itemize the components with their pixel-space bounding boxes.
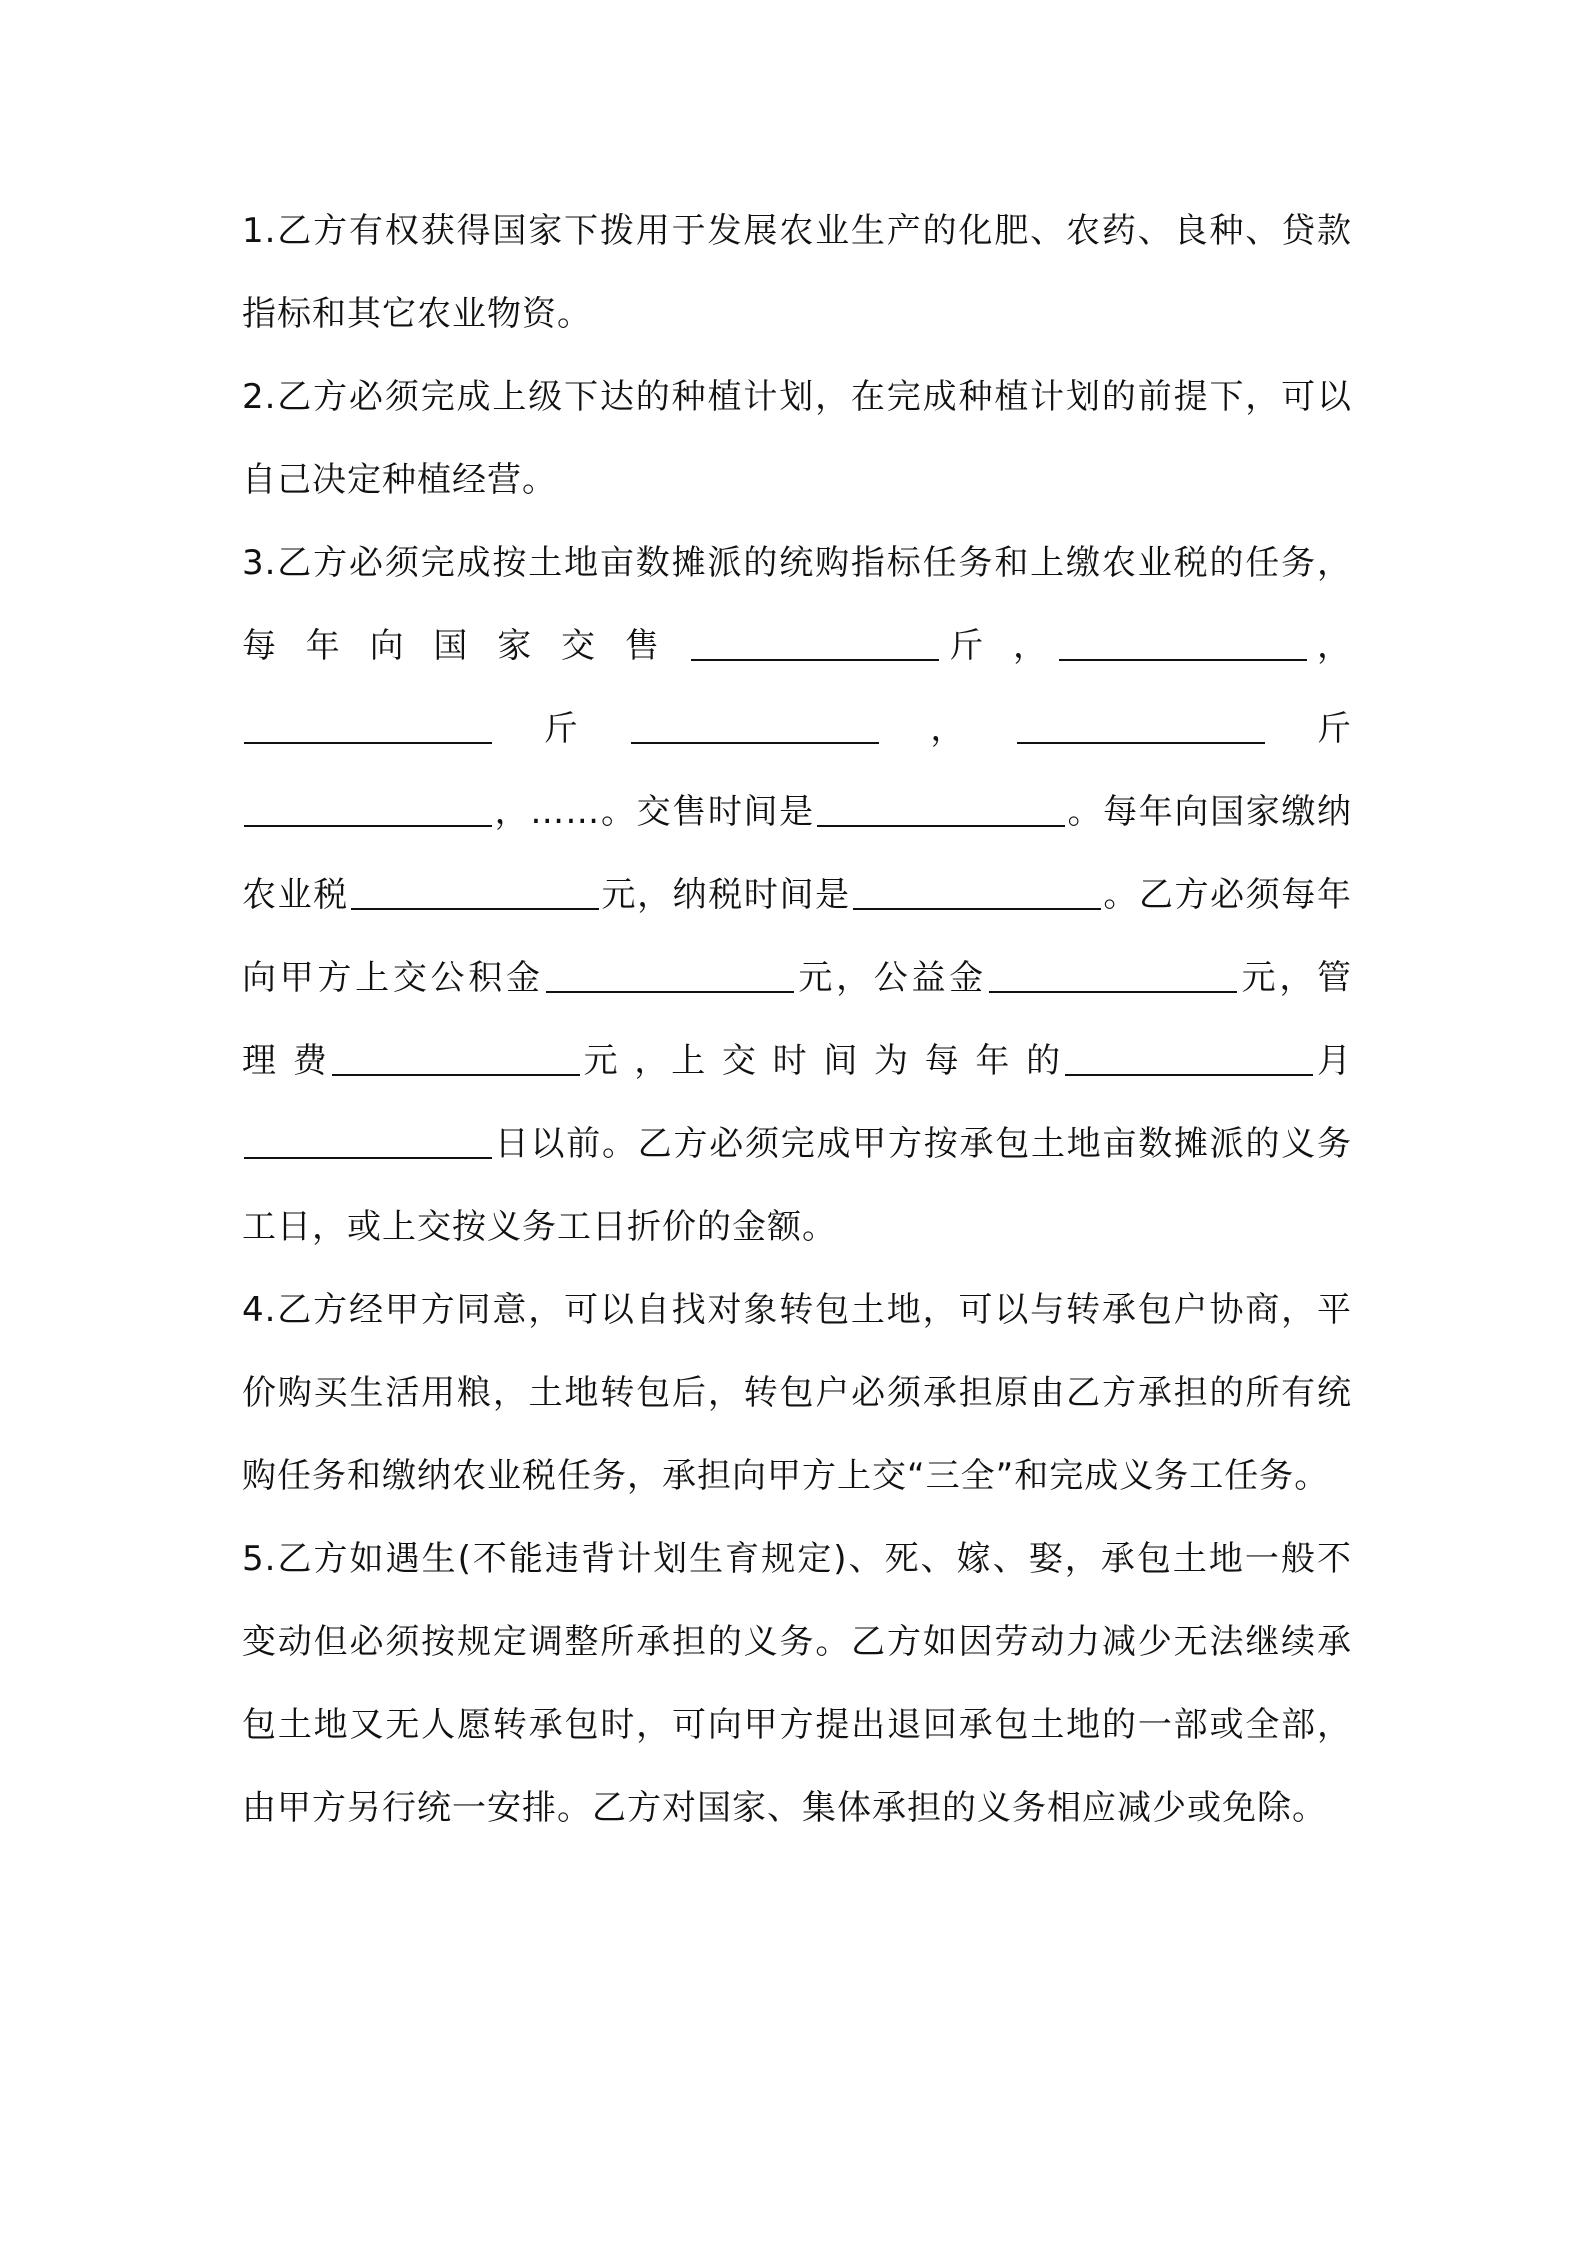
clause-3-text-4: 斤 bbox=[494, 709, 629, 749]
blank-field[interactable] bbox=[332, 1042, 580, 1076]
blank-field[interactable] bbox=[1017, 710, 1265, 744]
blank-field[interactable] bbox=[351, 876, 599, 910]
clause-3-text-9: 元，纳税时间是 bbox=[600, 875, 851, 915]
clause-3-text-12: 元，管 理 费 bbox=[242, 958, 1353, 1081]
clause-3-text-5: ， bbox=[880, 709, 1016, 749]
clause-3-text-8: 。每年向国家缴纳农业税 bbox=[242, 792, 1353, 915]
clause-2: 2.乙方必须完成上级下达的种植计划，在完成种植计划的前提下，可以自己决定种植经营。 bbox=[242, 377, 1352, 500]
clause-3-text-6: 斤 bbox=[1267, 709, 1353, 749]
blank-field[interactable] bbox=[691, 627, 939, 661]
clause-3 bbox=[242, 522, 1352, 1269]
clause-3-text-13: 元 ，上 交 时 间 为 每 年 的 bbox=[581, 1041, 1064, 1081]
clause-3-text-1: 3.乙方必须完成按土地亩数摊派的统购指标任务和上缴农业税的任务， 每 年 向 国 家 交 售 bbox=[242, 543, 1352, 666]
blank-field[interactable] bbox=[817, 793, 1065, 827]
clause-3-text-7: ，……。交售时间是 bbox=[494, 792, 815, 832]
blank-field[interactable] bbox=[244, 1125, 492, 1159]
clause-3-text-10: 。乙方必须每年向甲方上交公积金 bbox=[242, 875, 1353, 998]
blank-field[interactable] bbox=[989, 959, 1237, 993]
blank-field[interactable] bbox=[1059, 627, 1307, 661]
blank-field[interactable] bbox=[244, 793, 492, 827]
clause-1: 1.乙方有权获得国家下拨用于发展农业生产的化肥、农药、良种、贷款指标和其它农业物资。 bbox=[242, 211, 1352, 334]
blank-field[interactable] bbox=[631, 710, 879, 744]
clause-5: 5.乙方如遇生(不能违背计划生育规定)、死、嫁、娶，承包土地一般不变动但必须按规定调整所承担的义务。乙方如因劳动力减少无法继续承包土地又无人愿转承包时，可向甲方提出退回承包土地的一部或全部，由甲方另行统一安排。乙方对国家、集体承担的义务相应减少或免除。 bbox=[242, 1539, 1352, 1828]
clause-3-text-2: 斤 ， bbox=[940, 626, 1057, 666]
clause-3-text-14: 月 bbox=[1315, 1041, 1352, 1081]
blank-field[interactable] bbox=[244, 710, 492, 744]
blank-field[interactable] bbox=[853, 876, 1101, 910]
clause-3-text-3: ， bbox=[1308, 626, 1353, 666]
clause-3-text-15: 日以前。乙方必须完成甲方按承包土地亩数摊派的义务工日，或上交按义务工日折价的金额。 bbox=[242, 1124, 1352, 1247]
clause-3-text-11: 元，公益金 bbox=[795, 958, 987, 998]
blank-field[interactable] bbox=[546, 959, 794, 993]
clause-4: 4.乙方经甲方同意，可以自找对象转包土地，可以与转承包户协商，平价购买生活用粮，土地转包后，转包户必须承担原由乙方承担的所有统购任务和缴纳农业税任务，承担向甲方上交“三全”和完成义务工任务。 bbox=[242, 1290, 1352, 1496]
blank-field[interactable] bbox=[1065, 1042, 1313, 1076]
contract-clauses bbox=[242, 190, 1352, 1850]
